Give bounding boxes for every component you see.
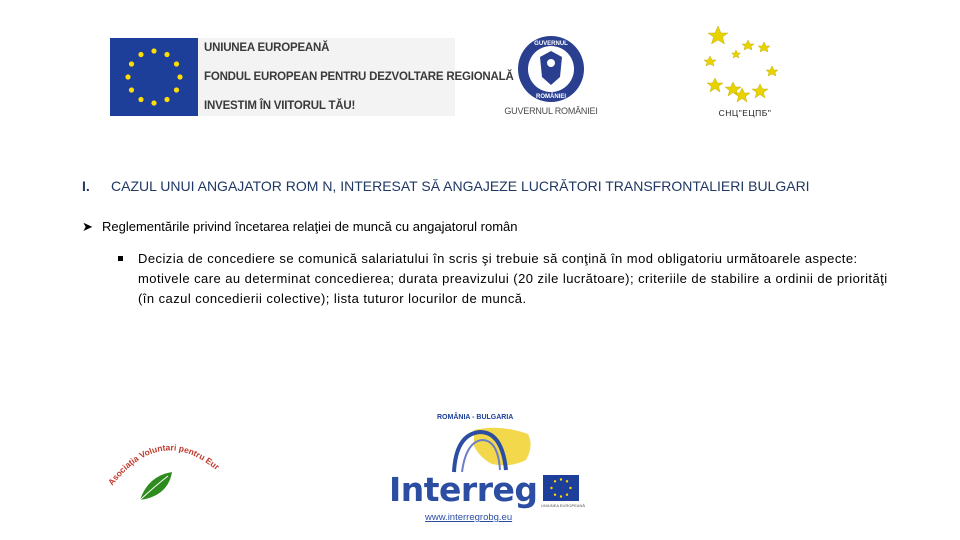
bullet-level1: [82, 219, 518, 235]
svg-text:ROMÂNIEI: ROMÂNIEI: [536, 94, 566, 100]
eu-flag-caption: UNIUNEA EUROPEANĂ: [541, 503, 586, 508]
section-heading: [82, 178, 810, 194]
eu-line-3: INVESTIM ÎN VIITORUL TĂU!: [204, 100, 356, 112]
leaf-arc-icon: [100, 430, 228, 510]
eu-fund-logo: [110, 38, 514, 116]
association-name: Asociaţia Voluntari pentru Eur: [105, 442, 222, 488]
snc-logo: [700, 26, 790, 124]
heading-number: I.: [82, 178, 90, 194]
interreg-region-label: ROMÂNIA - BULGARIA: [437, 414, 514, 421]
association-logo: [100, 430, 228, 510]
square-bullet-icon: [118, 256, 123, 261]
interreg-website-link[interactable]: www.interregrobg.eu: [425, 512, 513, 523]
eu-flag-icon: [110, 38, 198, 116]
eu-small-flag-icon: [543, 475, 579, 501]
government-label: GUVERNUL ROMÂNIEI: [504, 106, 598, 116]
interreg-wordmark: Interreg: [389, 470, 538, 509]
svg-text:GUVERNUL: GUVERNUL: [534, 41, 568, 47]
bullet-level1-text: Reglementările privind încetarea relaţiei de muncă cu angajatorul român: [102, 219, 518, 234]
heading-text: CAZUL UNUI ANGAJATOR ROM N, INTERESAT SĂ ANGAJEZE LUCRĂTORI TRANSFRONTALIERI BULGARI: [111, 178, 810, 194]
bullet-level2: [118, 249, 908, 309]
bridge-map-icon: [440, 422, 540, 474]
stars-circle-icon: [700, 26, 790, 106]
eu-line-2: FONDUL EUROPEAN PENTRU DEZVOLTARE REGIONALĂ: [204, 71, 514, 83]
snc-label: СНЦ"ЕЦПБ": [718, 108, 772, 118]
government-logo: [496, 33, 606, 123]
arrow-bullet-icon: ➤: [82, 219, 93, 234]
eu-line-1: UNIUNEA EUROPEANĂ: [204, 42, 330, 54]
bullet-level2-text: Decizia de concediere se comunică salariatului în scris şi trebuie să conţină în mod obligatoriu următoarele aspecte: motivele care au determinat concedierea; durata preavizului (20 zile lucrătoare); criteriile de stabilire a ordinii de priorităţi (în cazul concedierii colective); lista tuturor locurilor de muncă.: [138, 251, 888, 306]
interreg-logo: [385, 412, 585, 522]
government-seal-icon: [496, 33, 606, 105]
